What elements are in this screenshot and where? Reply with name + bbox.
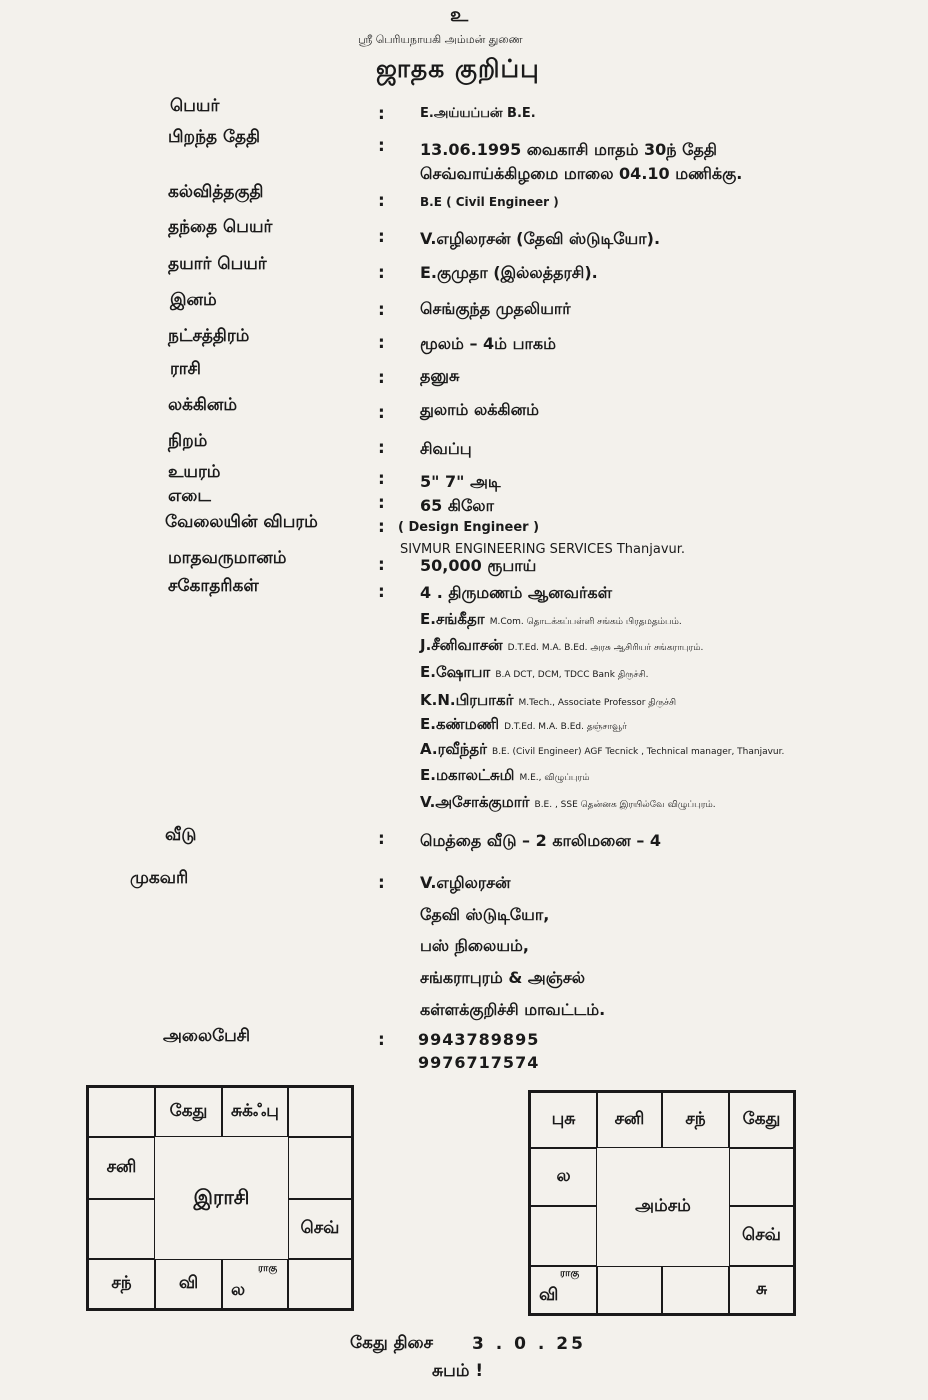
label-height: உயரம்: [168, 462, 221, 482]
colon-rasi: :: [378, 368, 385, 388]
rasi-cell: செவ்: [288, 1199, 352, 1259]
colon-phone: :: [378, 1030, 385, 1050]
header-ulagam: உ: [450, 2, 469, 26]
sibling-name: E.சங்கீதா: [420, 610, 485, 628]
amsam-cell: [729, 1148, 794, 1206]
rasi-cell: சுக்ஃபு: [222, 1087, 288, 1137]
sibling-name: V.அசோக்குமார்: [420, 793, 530, 811]
label-name: பெயர்: [170, 96, 220, 116]
value-dob: 13.06.1995 வைகாசி மாதம் 30ந் தேதி: [420, 140, 718, 159]
sibling-detail: D.T.Ed. M.A. B.Ed. தஞ்சாவூர்: [504, 722, 627, 732]
value-income: 50,000 ரூபாய்: [420, 556, 537, 575]
value-weight: 65 கிலோ: [420, 496, 494, 515]
value-education: B.E ( Civil Engineer ): [420, 195, 559, 209]
address-line: பஸ் நிலையம்,: [420, 936, 530, 955]
label-rasi: ராசி: [170, 359, 201, 379]
list-item: [420, 714, 627, 735]
amsam-cell: சனி: [597, 1092, 662, 1148]
rasi-cell: சனி: [88, 1137, 155, 1199]
sibling-detail: B.E. (Civil Engineer) AGF Tecnick , Technical manager, Thanjavur.: [492, 747, 785, 757]
dasa-label: கேது திசை: [350, 1333, 434, 1353]
colon-star: :: [378, 333, 385, 353]
colon-father: :: [378, 227, 385, 247]
label-lagnam: லக்கினம்: [168, 395, 238, 415]
address-line: சங்கராபுரம் & அஞ்சல்: [420, 968, 585, 987]
colon-name: :: [378, 104, 385, 124]
colon-house: :: [378, 829, 385, 849]
value-job-company: SIVMUR ENGINEERING SERVICES Thanjavur.: [400, 542, 686, 557]
amsam-center-label: அம்சம்: [635, 1196, 691, 1216]
rasi-cell: [88, 1199, 155, 1259]
colon-job: :: [378, 517, 385, 537]
sibling-name: K.N.பிரபாகர்: [420, 691, 514, 709]
rasi-cell: [288, 1259, 352, 1309]
colon-complexion: :: [378, 438, 385, 458]
value-sisters: 4 . திருமணம் ஆனவர்கள்: [420, 583, 613, 602]
value-dob-time: செவ்வாய்க்கிழமை மாலை 04.10 மணிக்கு.: [420, 164, 743, 183]
amsam-cell: செவ்: [729, 1206, 794, 1266]
label-house: வீடு: [165, 825, 197, 845]
header-blessing: ஸ்ரீ பெரியநாயகி அம்மன் துணை: [358, 33, 523, 46]
label-job: வேலையின் விபரம்: [165, 512, 318, 532]
label-income: மாதவருமானம்: [168, 548, 287, 568]
colon-sisters: :: [378, 582, 385, 602]
sibling-detail: M.Com. தொடக்கப்பள்ளி சங்கம் பிரதமதம்பம்.: [489, 617, 682, 627]
amsam-cell: புசு: [530, 1092, 597, 1148]
amsam-cell: ல: [530, 1148, 597, 1206]
value-mother: E.குமுதா (இல்லத்தரசி).: [420, 263, 598, 282]
colon-dob: :: [378, 136, 385, 156]
amsam-cell: கேது: [729, 1092, 794, 1148]
amsam-raagu-label: ராகு: [560, 1268, 580, 1279]
value-complexion: சிவப்பு: [420, 439, 472, 458]
label-phone: அலைபேசி: [163, 1026, 251, 1046]
amsam-cell: [597, 1266, 662, 1314]
rasi-cell: [288, 1087, 352, 1137]
rasi-center-label: இராசி: [193, 1184, 250, 1209]
label-address: முகவரி: [130, 868, 189, 888]
address-line: தேவி ஸ்டுடியோ,: [420, 905, 550, 924]
sibling-detail: B.E. , SSE தென்னக இரயில்வே விழுப்புரம்.: [534, 800, 716, 810]
label-education: கல்வித்தகுதி: [168, 182, 264, 202]
rasi-cell: ல: [222, 1259, 288, 1309]
rasi-cell: சந்: [88, 1259, 155, 1309]
rasi-cell: [88, 1087, 155, 1137]
label-dob: பிறந்த தேதி: [168, 127, 261, 147]
value-rasi: தனுசு: [420, 366, 460, 385]
list-item: [420, 765, 590, 786]
label-complexion: நிறம்: [168, 431, 208, 451]
colon-income: :: [378, 555, 385, 575]
sibling-name: E.மகாலட்சுமி: [420, 766, 515, 784]
dasa-period: 3 . 0 . 25: [472, 1334, 586, 1354]
colon-address: :: [378, 873, 385, 893]
colon-weight: :: [378, 493, 385, 513]
value-star: மூலம் – 4ம் பாகம்: [420, 334, 556, 353]
colon-mother: :: [378, 263, 385, 283]
colon-caste: :: [378, 300, 385, 320]
label-caste: இனம்: [170, 290, 217, 310]
label-mother: தயார் பெயர்: [168, 254, 267, 274]
sibling-name: J.சீனிவாசன்: [420, 636, 503, 654]
colon-education: :: [378, 191, 385, 211]
value-house: மெத்தை வீடு – 2 காலிமனை – 4: [420, 831, 662, 850]
value-caste: செங்குந்த முதலியார்: [420, 299, 571, 318]
sibling-name: A.ரவீந்தர்: [420, 740, 487, 758]
value-job-title: ( Design Engineer ): [398, 520, 540, 535]
amsam-chart: [528, 1090, 796, 1316]
label-father: தந்தை பெயர்: [168, 217, 273, 237]
value-father: V.எழிலரசன் (தேவி ஸ்டுடியோ).: [420, 229, 661, 248]
rasi-cell: [288, 1137, 352, 1199]
colon-lagnam: :: [378, 403, 385, 423]
list-item: [420, 739, 784, 760]
address-line: V.எழிலரசன்: [420, 873, 511, 892]
amsam-cell: [662, 1266, 729, 1314]
sibling-name: E.ஷோபா: [420, 663, 491, 681]
rasi-cell: கேது: [155, 1087, 222, 1137]
sibling-name: E.கண்மணி: [420, 715, 500, 733]
list-item: [420, 662, 648, 683]
closing-blessing: சுபம் !: [432, 1361, 484, 1381]
value-height: 5" 7" அடி: [420, 472, 501, 491]
amsam-cell: [530, 1206, 597, 1266]
sibling-detail: B.A DCT, DCM, TDCC Bank திருச்சி.: [495, 670, 649, 680]
list-item: [420, 635, 703, 656]
sibling-detail: M.E., விழுப்புரம்: [519, 773, 590, 783]
label-star: நட்சத்திரம்: [168, 326, 250, 346]
amsam-cell: சு: [729, 1266, 794, 1314]
rasi-cell: வி: [155, 1259, 222, 1309]
phone-number: 9943789895: [418, 1030, 540, 1049]
list-item: [420, 792, 716, 813]
label-weight: எடை: [168, 486, 211, 506]
sibling-detail: D.T.Ed. M.A. B.Ed. அரசு ஆசிரியர் சங்கராபுரம்.: [507, 643, 704, 653]
colon-height: :: [378, 469, 385, 489]
list-item: [420, 609, 682, 630]
sibling-detail: M.Tech., Associate Professor திருச்சி: [518, 698, 677, 708]
phone-number: 9976717574: [418, 1053, 540, 1072]
address-line: கள்ளக்குறிச்சி மாவட்டம்.: [420, 1000, 606, 1019]
value-name: E.அய்யப்பன் B.E.: [420, 106, 536, 121]
page-title: ஜாதக குறிப்பு: [376, 54, 540, 83]
label-sisters: சகோதரிகள்: [168, 576, 259, 596]
amsam-cell: சந்: [662, 1092, 729, 1148]
value-lagnam: துலாம் லக்கினம்: [420, 400, 539, 419]
rasi-chart: [86, 1085, 354, 1311]
rasi-raagu-label: ராகு: [258, 1263, 278, 1274]
amsam-cell: வி: [530, 1266, 597, 1314]
list-item: [420, 690, 676, 711]
